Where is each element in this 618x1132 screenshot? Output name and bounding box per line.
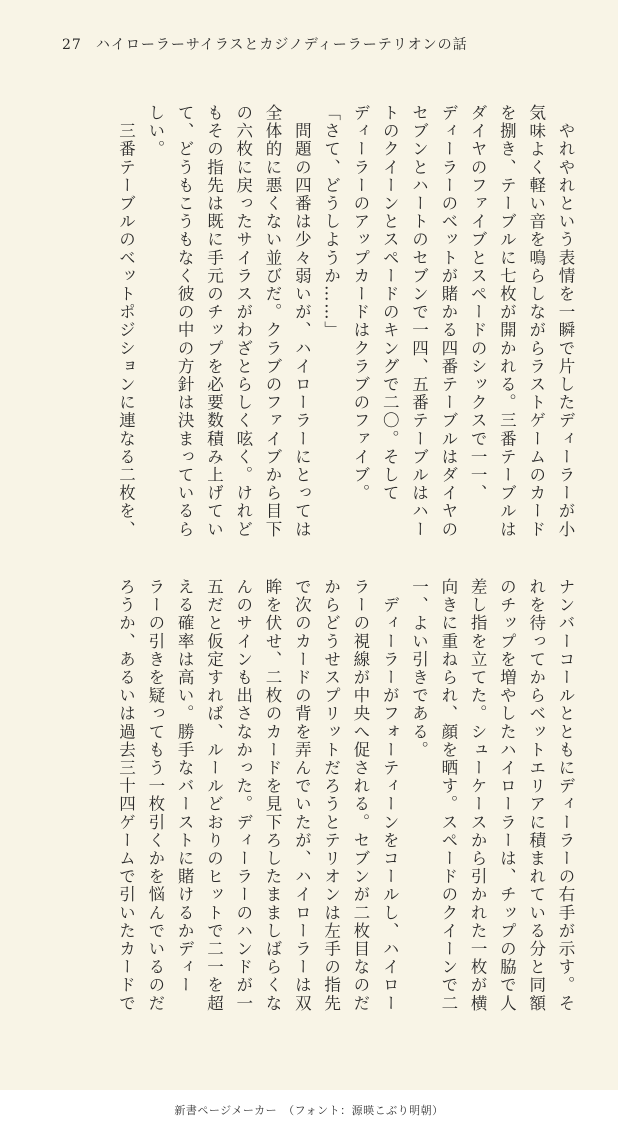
- text-line: 「さて、どうしようか……」: [321, 104, 341, 340]
- text-line: ダイヤのファイブとスペードのシックスで一一、: [468, 104, 488, 503]
- running-header: [62, 34, 468, 54]
- text-line: ディーラーがフォーティーンをコールし、ハイロー: [380, 578, 400, 1013]
- footer-credit: 新書ページメーカー （フォント：源暎こぶり明朝）: [0, 1090, 618, 1132]
- text-line: ラーの引きを疑ってもう一枚引くかを悩んでいるのだ: [145, 578, 165, 1013]
- text-line: える確率は高い。勝手なバーストに賭けるかディー: [175, 578, 195, 995]
- text-line: ナンバーコールとともにディーラーの右手が示す。そ: [556, 578, 575, 1013]
- text-line: を捌き、テーブルに七枚が開かれる。三番テーブルは: [497, 104, 517, 539]
- text-line: で次のカードの背を弄んでいたが、ハイローラーは双: [292, 578, 312, 1013]
- text-line: ディーラーのアップカードはクラブのファイブ。: [350, 104, 370, 503]
- upper-text-block: [111, 104, 580, 544]
- text-line: トのクイーンとスペードのキングで二〇。そして: [380, 104, 400, 503]
- text-line: やれやれという表情を一瞬で片したディーラーが小: [556, 104, 575, 539]
- chapter-title: ハイローラーサイラスとカジノディーラーテリオンの話: [95, 37, 468, 53]
- lower-text-block: [111, 578, 580, 1018]
- text-line: 差し指を立てた。シューケースから引かれた一枚が横: [468, 578, 488, 1013]
- text-line: ディーラーのベットが賭かる四番テーブルはダイヤの: [438, 104, 458, 539]
- text-line: 全体的に悪くない並びだ。クラブのファイブから目下: [263, 104, 283, 539]
- text-line: 眸を伏せ、二枚のカードを見下ろしたまましばらくな: [263, 578, 283, 1013]
- text-line: の六枚に戻ったサイラスがわざとらしく呟く。けれど: [233, 104, 253, 539]
- text-line: て、どうもこうもなく彼の中の方針は決まっているら: [175, 104, 195, 539]
- text-line: のチップを増やしたハイローラーは、チップの脇で人: [497, 578, 517, 1013]
- text-line: 三番テーブルのベットポジションに連なる二枚を、: [116, 104, 136, 539]
- text-line: 向きに重ねられ、顔を晒す。スペードのクイーンで二: [438, 578, 458, 1013]
- text-line: 五だと仮定すれば、ルールどおりのヒットで二一を超: [204, 578, 224, 1013]
- text-line: 気味よく軽い音を鳴らしながらラストゲームのカード: [526, 104, 546, 539]
- text-line: ラーの視線が中央へ促される。セブンが二枚目なのだ: [350, 578, 370, 1013]
- text-line: ろうか、あるいは過去三十四ゲームで引いたカードで: [116, 578, 136, 1013]
- text-line: セブンとハートのセブンで一四、五番テーブルはハー: [409, 104, 429, 539]
- text-line: しい。: [145, 104, 165, 159]
- text-line: 一、よい引きである。: [409, 578, 429, 759]
- text-line: 問題の四番は少々弱いが、ハイローラーにとっては: [292, 104, 312, 539]
- text-line: もその指先は既に手元のチップを必要数積み上げてい: [204, 104, 224, 539]
- text-line: からどうせスプリットだろうとテリオンは左手の指先: [321, 578, 341, 1013]
- page-number: 27: [62, 37, 82, 53]
- text-line: んのサインも出さなかった。ディーラーのハンドが一: [233, 578, 253, 1013]
- text-line: れを待ってからベットエリアに積まれている分と同額: [526, 578, 546, 1013]
